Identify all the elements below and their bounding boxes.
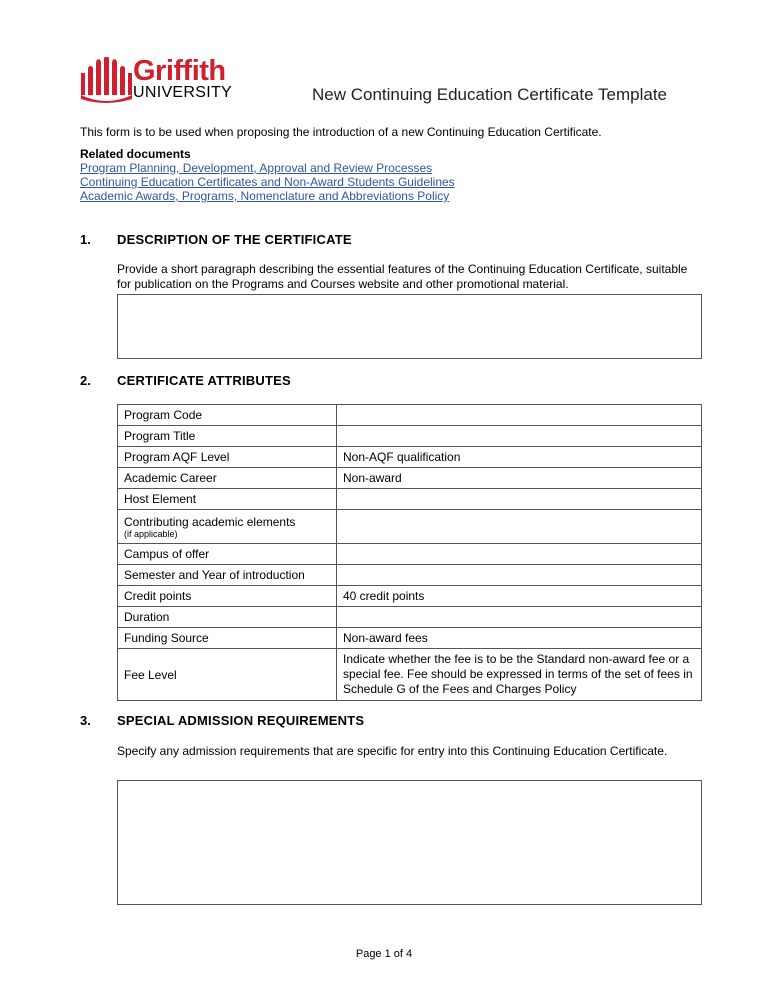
row-label: Semester and Year of introduction [118, 565, 337, 586]
section-3-number: 3. [80, 713, 91, 728]
table-row [118, 405, 702, 426]
fee-level-cell[interactable]: Indicate whether the fee is to be the Standard non-award fee or a special fee. Fee should be expressed in terms of the set of fees in Schedule G of the Fees and Charges Policy [337, 649, 702, 701]
semester-year-cell[interactable] [337, 565, 702, 586]
row-label: Program Code [118, 405, 337, 426]
row-label: Academic Career [118, 468, 337, 489]
logo-wordmark: Griffith [133, 55, 226, 87]
certificate-attributes-table [117, 404, 702, 701]
row-label-note: (if applicable) [124, 528, 178, 539]
section-1-number: 1. [80, 232, 91, 247]
row-label-text: Contributing academic elements [124, 514, 296, 529]
griffith-logo [80, 57, 260, 105]
table-row [118, 468, 702, 489]
section-2-number: 2. [80, 373, 91, 388]
related-link-policy[interactable]: Academic Awards, Programs, Nomenclature and Abbreviations Policy [80, 189, 450, 203]
row-label: Program AQF Level [118, 447, 337, 468]
table-row [118, 447, 702, 468]
row-label: Credit points [118, 586, 337, 607]
section-3-title: SPECIAL ADMISSION REQUIREMENTS [117, 713, 365, 728]
table-row [118, 565, 702, 586]
related-link-planning[interactable]: Program Planning, Development, Approval and Review Processes [80, 161, 433, 175]
aqf-level-cell[interactable]: Non-AQF qualification [337, 447, 702, 468]
duration-cell[interactable] [337, 607, 702, 628]
table-row [118, 607, 702, 628]
page-number: Page 1 of 4 [355, 948, 413, 960]
table-row [118, 628, 702, 649]
table-row [118, 510, 702, 544]
section-3-answer-box[interactable] [117, 780, 702, 905]
program-title-cell[interactable] [337, 426, 702, 447]
table-row [118, 426, 702, 447]
academic-career-cell[interactable]: Non-award [337, 468, 702, 489]
related-heading: Related documents [80, 147, 191, 161]
table-row [118, 586, 702, 607]
row-label: Funding Source [118, 628, 337, 649]
row-label: Campus of offer [118, 544, 337, 565]
contributing-elements-cell[interactable] [337, 510, 702, 544]
row-label [118, 510, 337, 544]
program-code-cell[interactable] [337, 405, 702, 426]
row-label: Fee Level [118, 649, 337, 701]
row-label: Host Element [118, 489, 337, 510]
intro-text: This form is to be used when proposing the introduction of a new Continuing Education Certificate. [80, 125, 602, 139]
document-title: New Continuing Education Certificate Template [312, 85, 667, 104]
table-row [118, 649, 702, 701]
campus-cell[interactable] [337, 544, 702, 565]
credit-points-cell[interactable]: 40 credit points [337, 586, 702, 607]
row-label: Program Title [118, 426, 337, 447]
section-3-description: Specify any admission requirements that are specific for entry into this Continuing Education Certificate. [117, 744, 668, 758]
row-label: Duration [118, 607, 337, 628]
related-documents [80, 147, 455, 203]
section-1-title: DESCRIPTION OF THE CERTIFICATE [117, 232, 352, 247]
host-element-cell[interactable] [337, 489, 702, 510]
table-row [118, 544, 702, 565]
section-1-answer-box[interactable] [117, 294, 702, 359]
section-2-title: CERTIFICATE ATTRIBUTES [117, 373, 291, 388]
section-1-description: Provide a short paragraph describing the essential features of the Continuing Education Certificate, suitable for publication on the Programs and Courses website and other promotional material. [117, 262, 688, 291]
griffith-flame-icon [80, 57, 134, 103]
table-row [118, 489, 702, 510]
related-link-guidelines[interactable]: Continuing Education Certificates and Non-Award Students Guidelines [80, 175, 455, 189]
logo-subtitle: UNIVERSITY [133, 84, 233, 101]
funding-source-cell[interactable]: Non-award fees [337, 628, 702, 649]
